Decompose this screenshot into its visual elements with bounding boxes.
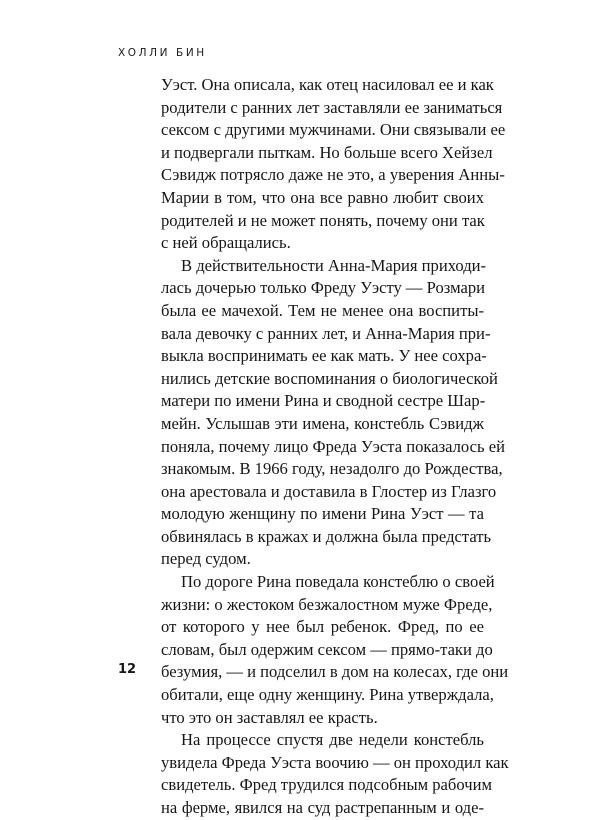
- text-line: что это он заставлял ее красть.: [161, 707, 378, 727]
- text-line: Уэст. Она описала, как отец насиловал ее и как: [161, 75, 494, 94]
- text-line: На процессе спустя две недели констебль: [181, 730, 484, 750]
- text-line: от которого у нее был ребенок. Фред, по ее: [161, 617, 484, 637]
- text-line: вала девочку с ранних лет, и Анна-Мария при-: [161, 323, 491, 343]
- text-line: безумия, — и подселил в дом на колесах, где они: [161, 662, 509, 682]
- page-number: 12: [118, 662, 137, 677]
- text-line: увидела Фреда Уэста воочию — он проходил как: [161, 752, 509, 772]
- text-line: перед судом.: [161, 549, 251, 569]
- text-line: словам, был одержим сексом — прямо-таки до: [161, 639, 493, 659]
- text-line: и подвергали пыткам. Но больше всего Хейзел: [161, 142, 493, 162]
- text-line: выкла воспринимать ее как мать. У нее сохра-: [161, 346, 487, 366]
- text-line: знакомым. В 1966 году, незадолго до Рождества,: [161, 459, 503, 479]
- text-line: с ней обращались.: [161, 233, 291, 253]
- text-line: родители с ранних лет заставляли ее заниматься: [161, 97, 503, 117]
- text-line: По дороге Рина поведала констеблю о своей: [181, 572, 495, 592]
- paragraph: [161, 255, 505, 571]
- paragraph: [161, 729, 509, 819]
- text-line: матери по имени Рина и сводной сестре Шар-: [161, 391, 486, 411]
- body-text: [161, 74, 509, 820]
- running-head: ХОЛЛИ БИН: [118, 47, 207, 59]
- text-line: жизни: о жестоком безжалостном муже Фреде,: [161, 594, 493, 614]
- text-line: сексом с другими мужчинами. Они связывали ее: [161, 120, 506, 140]
- text-line: Марии в том, что она все равно любит своих: [161, 187, 484, 207]
- text-line: молодую женщину по имени Рина Уэст — та: [161, 504, 484, 524]
- paragraph: [161, 571, 509, 729]
- text-line: обитали, еще одну женщину. Рина утверждала,: [161, 685, 494, 705]
- text-line: нились детские воспоминания о биологической: [161, 368, 498, 388]
- text-line: на ферме, явился на суд растрепанным и оде-: [161, 798, 484, 817]
- paragraph: [161, 74, 506, 255]
- text-line: была ее мачехой. Тем не менее она воспиты-: [161, 300, 484, 320]
- text-line: лась дочерью только Фреду Уэсту — Розмари: [161, 278, 486, 298]
- text-line: она арестовала и доставила в Глостер из Глазго: [161, 481, 497, 501]
- text-line: В действительности Анна-Мария приходи-: [181, 255, 487, 275]
- text-line: свидетель. Фред трудился подсобным рабочим: [161, 775, 492, 795]
- text-line: поняла, почему лицо Фреда Уэста показалось ей: [161, 436, 505, 456]
- text-line: Сэвидж потрясло даже не это, а уверения Анны-: [161, 165, 505, 185]
- text-line: родителей и не может понять, почему они так: [161, 210, 485, 230]
- text-line: мейн. Услышав эти имена, констебль Сэвидж: [161, 413, 484, 433]
- text-line: обвинялась в кражах и должна была предстать: [161, 526, 492, 546]
